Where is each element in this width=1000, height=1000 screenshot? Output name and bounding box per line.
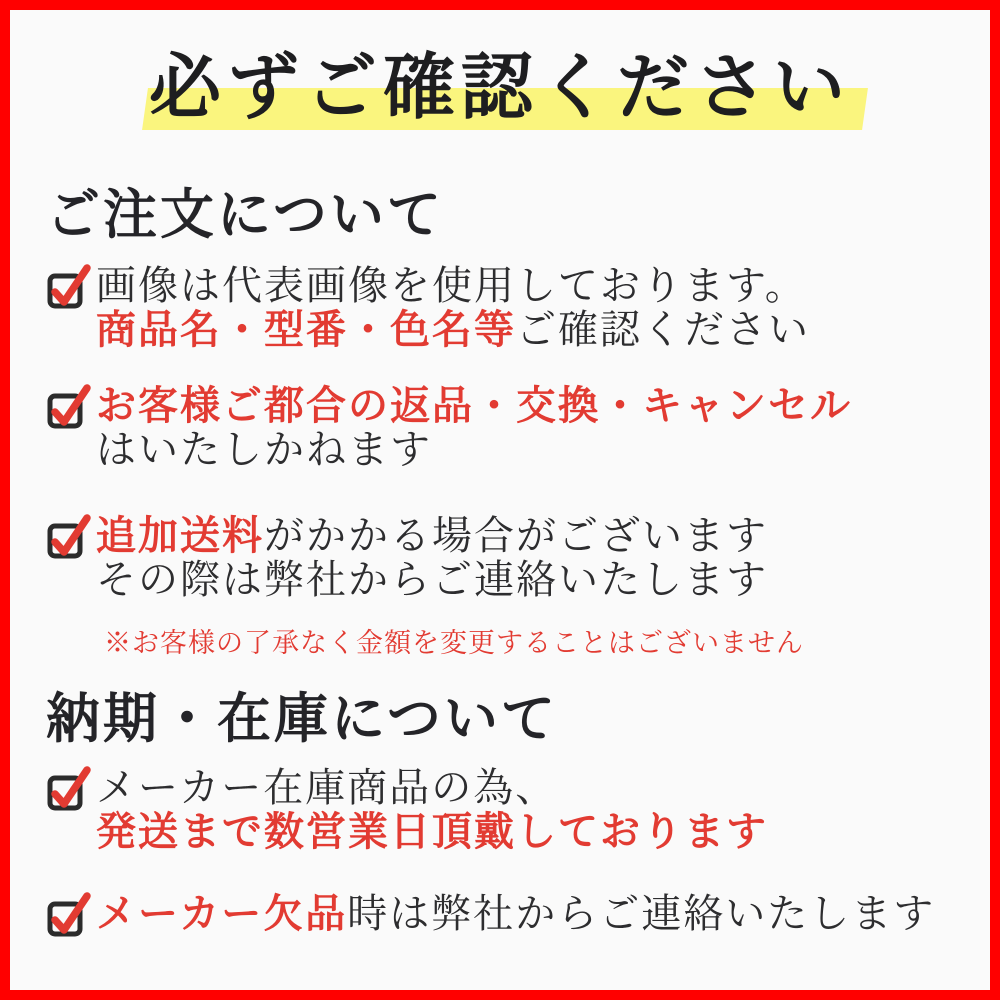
text-segment: 発送まで数営業日頂戴しております <box>96 809 768 854</box>
checklist-item-representative-image <box>46 264 990 352</box>
text-segment: メーカー在庫商品の為、 <box>96 765 558 810</box>
text-segment: 商品名・型番・色名等 <box>96 307 516 352</box>
text-line <box>96 308 810 352</box>
checklist-item-maker-shortage <box>46 892 990 937</box>
checked-checkbox-icon <box>46 265 90 309</box>
checklist-item-no-returns <box>46 384 990 472</box>
item-text <box>96 766 768 854</box>
text-line <box>96 428 852 472</box>
text-segment: お客様ご都合の返品・交換・キャンセル <box>96 383 852 428</box>
section-stock <box>10 688 990 937</box>
text-line <box>96 810 768 854</box>
section-heading-stock: 納期・在庫について <box>46 689 558 749</box>
text-line <box>96 514 804 558</box>
checked-checkbox-icon <box>46 515 90 559</box>
text-line <box>96 558 804 602</box>
text-segment: はいたしかねます <box>96 427 432 472</box>
note-text: ※お客様の了承なく金額を変更することはございません <box>104 628 804 658</box>
text-segment: ご確認ください <box>516 307 810 352</box>
text-segment: 時は弊社からご連絡いたします <box>347 891 936 936</box>
text-segment: その際は弊社からご連絡いたします <box>96 557 768 602</box>
page-title-text: 必ずご確認ください <box>148 48 851 128</box>
checked-checkbox-icon <box>46 385 90 429</box>
checked-checkbox-icon <box>46 893 90 937</box>
section-heading-order: ご注文について <box>46 185 444 245</box>
title-block <box>10 42 990 134</box>
text-line <box>96 264 810 308</box>
text-segment: メーカー欠品 <box>96 891 348 936</box>
text-segment: 追加送料 <box>96 513 264 558</box>
section-order <box>10 184 990 660</box>
item-text <box>96 384 852 472</box>
checklist-item-maker-stock <box>46 766 990 854</box>
checklist-item-extra-shipping <box>46 514 990 660</box>
checked-checkbox-icon <box>46 767 90 811</box>
text-line <box>96 766 768 810</box>
item-text <box>96 892 935 936</box>
item-text <box>96 264 810 352</box>
page-title <box>149 42 851 134</box>
item-text <box>96 514 804 660</box>
text-segment: がかかる場合がございます <box>264 513 768 558</box>
text-segment: 画像は代表画像を使用しております。 <box>96 263 807 308</box>
text-line <box>96 384 852 428</box>
text-line <box>96 892 935 936</box>
